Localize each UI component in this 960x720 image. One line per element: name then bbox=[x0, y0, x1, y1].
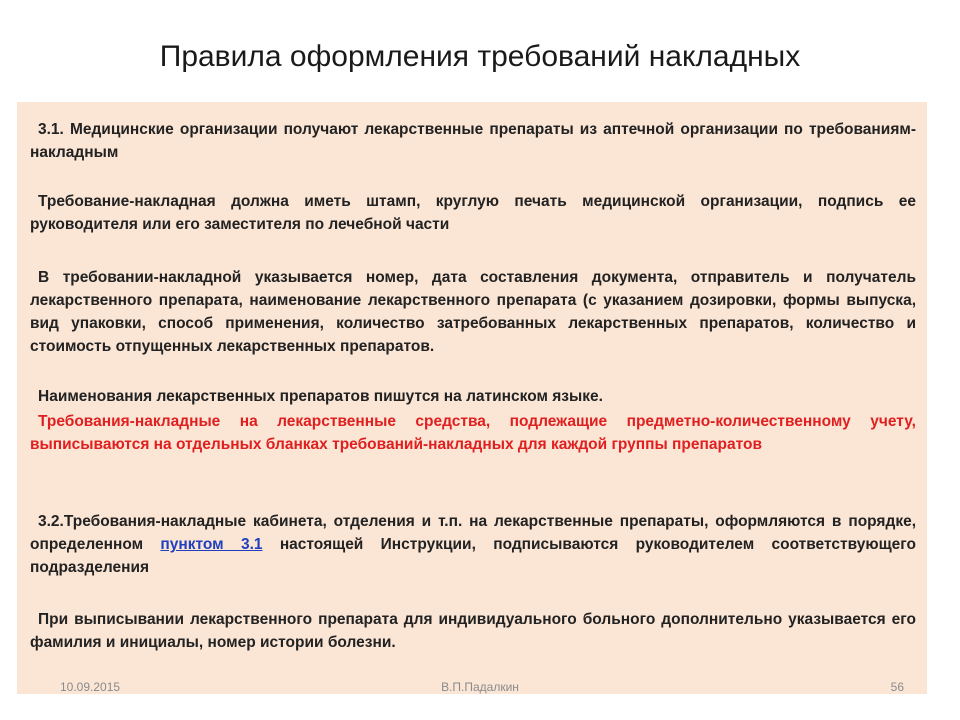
paragraph-stamp-text: Требование-накладная должна иметь штамп, круглую печать медицинской организации, подпись ее руководителя или его заместителя по лечебной части bbox=[30, 193, 916, 233]
link-punkt-3-1[interactable]: пунктом 3.1 bbox=[160, 536, 263, 553]
paragraph-3-1 bbox=[30, 118, 916, 164]
paragraph-details bbox=[30, 266, 916, 358]
paragraph-3-2-text-1: 3.2.Требования-накладные кабинета, отделения и т.п. на лекарственные препараты, оформляются в порядке, определенном bbox=[30, 513, 916, 553]
paragraph-pku-text: Требования-накладные на лекарственные средства, подлежащие предметно-количественному учету, выписываются на отдельных бланках требований-накладных для каждой группы препаратов bbox=[30, 413, 916, 453]
paragraph-pku bbox=[30, 410, 916, 456]
paragraph-details-text: В требовании-накладной указывается номер, дата составления документа, отправитель и получатель лекарственного препарата, наименование лекарственного препарата (с указанием дозировки, формы выпуска, вид упаковки, способ применения, количество затребованных лекарственных препаратов, количество и стоимость отпущенных лекарственных препаратов. bbox=[30, 269, 916, 355]
paragraph-3-2 bbox=[30, 510, 916, 579]
paragraph-3-1-text: 3.1. Медицинские организации получают лекарственные препараты из аптечной организации по требованиям-накладным bbox=[30, 121, 916, 161]
slide-title: Правила оформления требований накладных bbox=[159, 40, 801, 73]
paragraph-individual bbox=[30, 608, 916, 654]
footer-author: В.П.Падалкин bbox=[441, 680, 519, 694]
paragraph-latin-text: Наименования лекарственных препаратов пишутся на латинском языке. bbox=[38, 388, 603, 405]
footer-date: 10.09.2015 bbox=[60, 680, 121, 694]
paragraph-3-2-text-2: настоящей Инструкции, подписываются руководителем соответствующего подразделения bbox=[30, 536, 916, 576]
footer-page-number: 56 bbox=[890, 680, 904, 694]
paragraph-stamp bbox=[30, 190, 916, 236]
paragraph-latin bbox=[30, 385, 916, 408]
content-box bbox=[17, 102, 927, 694]
paragraph-individual-text: При выписывании лекарственного препарата для индивидуального больного дополнительно указывается его фамилия и инициалы, номер истории болезни. bbox=[30, 611, 916, 651]
